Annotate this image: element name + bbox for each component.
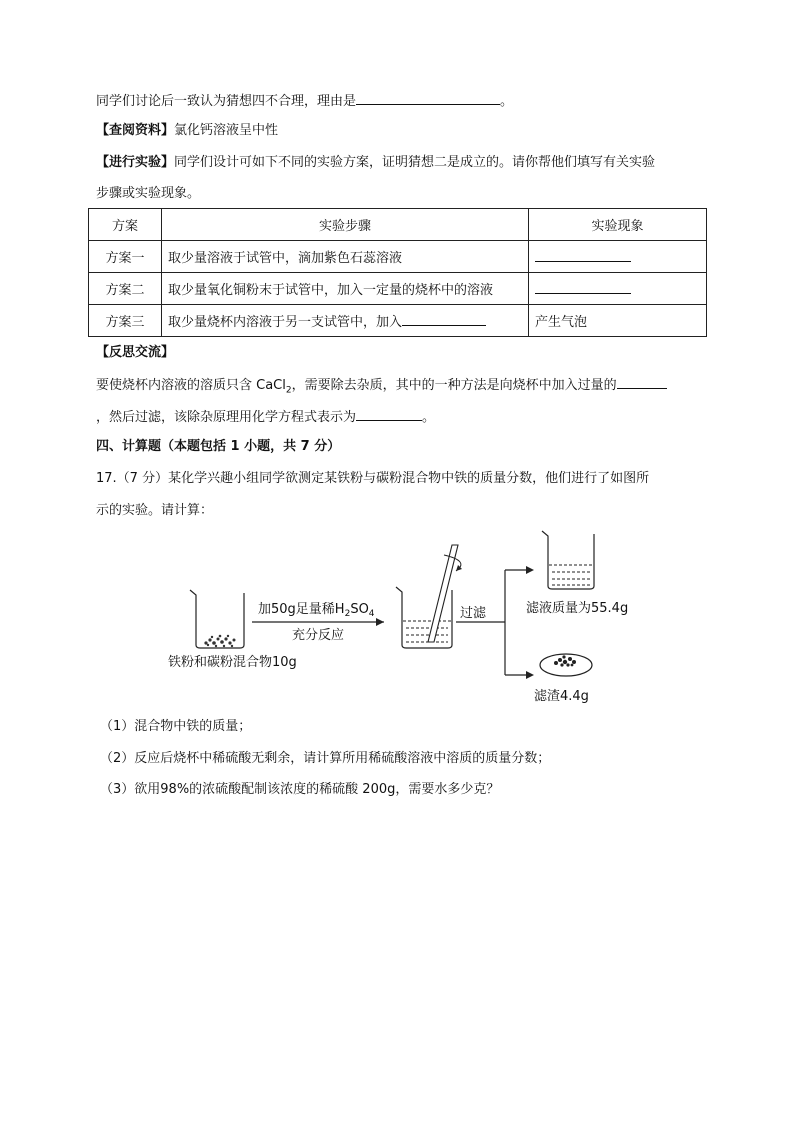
reflection-text-1a: 要使烧杯内溶液的溶质只含 CaCl — [96, 378, 286, 393]
experiment-line-2: 步骤或实验现象。 — [96, 186, 201, 201]
arrow-head-filtrate — [526, 566, 534, 574]
answer-blank-reagent[interactable] — [402, 311, 486, 326]
dish-residue — [540, 654, 592, 676]
table-header-observation: 实验现象 — [529, 209, 707, 241]
reflection-line-2 — [96, 406, 435, 428]
table-cell-plan: 方案一 — [89, 241, 162, 273]
table-header-plan: 方案 — [89, 209, 162, 241]
answer-blank-observation-2[interactable] — [535, 279, 631, 294]
q17-line-1: 17.（7 分）某化学兴趣小组同学欲测定某铁粉与碳粉混合物中铁的质量分数，他们进行了如图所 — [96, 471, 650, 486]
reflection-subscript: 2 — [285, 385, 292, 396]
intro-text: 同学们讨论后一致认为猜想四不合理，理由是 — [96, 94, 357, 109]
table-cell-step — [162, 305, 529, 337]
label-filtrate: 滤液质量为55.4g — [526, 601, 629, 616]
table-cell-step-text: 取少量烧杯内溶液于另一支试管中，加入 — [168, 315, 403, 330]
sub-question-1: （1）混合物中铁的质量； — [100, 719, 252, 734]
intro-line — [96, 90, 513, 112]
label-add-acid — [258, 601, 375, 619]
intro-end: 。 — [500, 94, 514, 109]
experiment-diagram-svg — [160, 525, 640, 710]
table-cell-plan: 方案二 — [89, 273, 162, 305]
table-cell-step: 取少量溶液于试管中，滴加紫色石蕊溶液 — [162, 241, 529, 273]
label-add-a: 加50g足量稀H — [258, 602, 345, 617]
answer-blank-reason[interactable] — [356, 90, 500, 105]
experiment-diagram — [160, 525, 640, 714]
answer-blank-equation[interactable] — [356, 406, 422, 421]
data-lookup-line — [96, 121, 278, 141]
table-row — [89, 273, 707, 305]
table-cell-observation: 产生气泡 — [529, 305, 707, 337]
beaker-reaction — [396, 545, 462, 648]
table-row — [89, 305, 707, 337]
table-cell-plan: 方案三 — [89, 305, 162, 337]
sub-question-3: （3）欲用98%的浓硫酸配制该浓度的稀硫酸 200g，需要水多少克？ — [100, 782, 500, 797]
section-4-title: 四、计算题（本题包括 1 小题，共 7 分） — [96, 439, 341, 454]
glass-rod — [428, 545, 458, 642]
experiment-text-1: 同学们设计可如下不同的实验方案，证明猜想二是成立的。请你帮他们填写有关实验 — [174, 155, 656, 170]
beaker-filtrate — [542, 531, 594, 589]
reflection-heading-line — [96, 343, 174, 363]
label-add-b: SO — [350, 602, 369, 617]
reflection-line-1 — [96, 374, 667, 401]
reflection-heading: 【反思交流】 — [96, 345, 175, 360]
reflection-text-2a: ，然后过滤，该除杂原理用化学方程式表示为 — [96, 410, 357, 425]
answer-blank-observation-1[interactable] — [535, 247, 631, 262]
q17-line-2: 示的实验。请计算： — [96, 503, 214, 518]
reflection-text-1b: ，需要除去杂质，其中的一种方法是向烧杯中加入过量的 — [291, 378, 617, 393]
label-add-sub2: 4 — [368, 609, 375, 619]
experiment-table — [88, 208, 707, 337]
beaker-mixture — [190, 590, 244, 648]
experiment-line-1 — [96, 153, 655, 173]
label-filter: 过滤 — [460, 606, 487, 621]
arrow-head-react — [376, 618, 384, 626]
table-cell-observation — [529, 241, 707, 273]
label-residue: 滤渣4.4g — [534, 689, 589, 704]
experiment-heading: 【进行实验】 — [96, 155, 175, 170]
label-add-sub1: 2 — [344, 609, 351, 619]
answer-blank-excess-reagent[interactable] — [617, 374, 667, 389]
table-cell-observation — [529, 273, 707, 305]
table-row — [89, 241, 707, 273]
table-cell-step: 取少量氧化铜粉末于试管中，加入一定量的烧杯中的溶液 — [162, 273, 529, 305]
table-header-step: 实验步骤 — [162, 209, 529, 241]
arrow-head-residue — [526, 671, 534, 679]
table-header-row — [89, 209, 707, 241]
reflection-text-2-end: 。 — [422, 410, 436, 425]
label-mixture: 铁粉和碳粉混合物10g — [168, 655, 297, 670]
sub-question-2: （2）反应后烧杯中稀硫酸无剩余，请计算所用稀硫酸溶液中溶质的质量分数； — [100, 751, 551, 766]
data-lookup-heading: 【查阅资料】 — [96, 123, 175, 138]
data-lookup-text: 氯化钙溶液呈中性 — [174, 123, 279, 138]
label-react: 充分反应 — [292, 628, 345, 643]
